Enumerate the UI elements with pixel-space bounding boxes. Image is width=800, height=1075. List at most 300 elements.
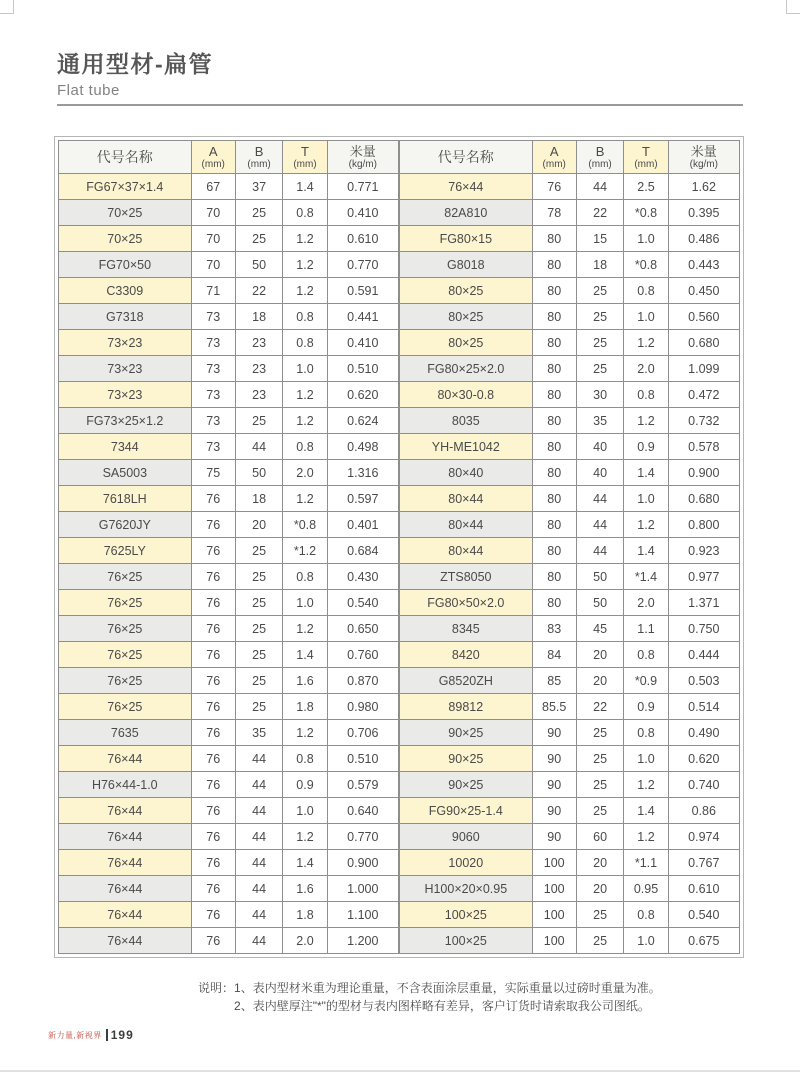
crop-mark-top-right — [786, 0, 800, 14]
cell-value: 1.200 — [327, 928, 398, 954]
cell-code-name: G7318 — [59, 304, 192, 330]
cell-value: 0.650 — [327, 616, 398, 642]
table-row — [59, 330, 399, 356]
cell-value: 22 — [576, 694, 624, 720]
table-row — [400, 668, 740, 694]
table-row — [59, 668, 399, 694]
cell-value: 80 — [532, 252, 576, 278]
cell-value: 100 — [532, 928, 576, 954]
spec-table-right — [399, 140, 740, 954]
cell-value: 0.8 — [283, 200, 327, 226]
table-row — [400, 278, 740, 304]
table-row — [400, 200, 740, 226]
cell-value: 1.2 — [283, 382, 327, 408]
cell-value: 25 — [235, 408, 283, 434]
cell-value: 2.0 — [283, 460, 327, 486]
cell-value: 80 — [532, 226, 576, 252]
cell-value: 0.579 — [327, 772, 398, 798]
cell-value: 0.510 — [327, 746, 398, 772]
table-row — [59, 798, 399, 824]
table-row — [400, 538, 740, 564]
cell-value: 0.591 — [327, 278, 398, 304]
cell-value: 1.4 — [624, 798, 668, 824]
cell-value: 80 — [532, 564, 576, 590]
cell-value: 76 — [191, 512, 235, 538]
cell-code-name: 8420 — [400, 642, 533, 668]
col-header-b: B (mm) — [235, 141, 283, 174]
cell-value: 50 — [235, 460, 283, 486]
table-row — [400, 382, 740, 408]
cell-code-name: 76×44 — [59, 798, 192, 824]
table-row — [400, 694, 740, 720]
cell-value: 90 — [532, 746, 576, 772]
cell-value: 0.640 — [327, 798, 398, 824]
cell-value: 25 — [235, 200, 283, 226]
cell-value: 0.444 — [668, 642, 739, 668]
table-row — [400, 642, 740, 668]
cell-value: 0.750 — [668, 616, 739, 642]
table-row — [400, 304, 740, 330]
cell-value: 0.597 — [327, 486, 398, 512]
table-row — [400, 928, 740, 954]
cell-code-name: 76×25 — [59, 564, 192, 590]
col-header-name: 代号名称 — [59, 141, 192, 174]
cell-value: 1.2 — [624, 408, 668, 434]
cell-value: 0.770 — [327, 824, 398, 850]
cell-code-name: ZTS8050 — [400, 564, 533, 590]
table-row — [59, 642, 399, 668]
cell-code-name: 80×40 — [400, 460, 533, 486]
cell-value: 1.2 — [624, 824, 668, 850]
cell-code-name: 100×25 — [400, 902, 533, 928]
cell-value: 80 — [532, 330, 576, 356]
cell-code-name: G7620JY — [59, 512, 192, 538]
cell-code-name: 7635 — [59, 720, 192, 746]
cell-value: 44 — [576, 486, 624, 512]
table-header-row — [59, 141, 399, 174]
table-row — [59, 434, 399, 460]
cell-value: 40 — [576, 434, 624, 460]
cell-value: 0.8 — [283, 330, 327, 356]
col-header-name: 代号名称 — [400, 141, 533, 174]
cell-value: 0.900 — [327, 850, 398, 876]
cell-code-name: SA5003 — [59, 460, 192, 486]
cell-code-name: FG90×25-1.4 — [400, 798, 533, 824]
table-row — [59, 616, 399, 642]
cell-value: 18 — [576, 252, 624, 278]
col-header-t: T (mm) — [624, 141, 668, 174]
cell-value: 1.0 — [624, 928, 668, 954]
cell-value: 2.5 — [624, 174, 668, 200]
cell-value: 76 — [191, 590, 235, 616]
cell-value: 25 — [576, 902, 624, 928]
cell-value: 1.100 — [327, 902, 398, 928]
cell-value: 0.870 — [327, 668, 398, 694]
cell-value: 76 — [191, 720, 235, 746]
table-row — [59, 824, 399, 850]
table-row — [59, 772, 399, 798]
table-row — [59, 486, 399, 512]
cell-value: 2.0 — [624, 356, 668, 382]
cell-value: 100 — [532, 850, 576, 876]
cell-value: 80 — [532, 278, 576, 304]
table-row — [400, 772, 740, 798]
cell-value: 73 — [191, 382, 235, 408]
cell-value: 83 — [532, 616, 576, 642]
cell-value: 1.1 — [624, 616, 668, 642]
cell-value: 0.8 — [624, 278, 668, 304]
page-subtitle: Flat tube — [57, 82, 120, 99]
cell-value: 0.450 — [668, 278, 739, 304]
table-row — [59, 174, 399, 200]
table-row — [59, 850, 399, 876]
cell-value: *0.8 — [624, 252, 668, 278]
cell-value: 1.2 — [283, 486, 327, 512]
cell-value: 73 — [191, 304, 235, 330]
cell-code-name: G8018 — [400, 252, 533, 278]
cell-code-name: 80×30-0.8 — [400, 382, 533, 408]
cell-code-name: 76×44 — [59, 850, 192, 876]
cell-value: 1.2 — [283, 278, 327, 304]
note-line-1: 1、表内型材米重为理论重量，不含表面涂层重量，实际重量以过磅时重量为准。 — [234, 981, 661, 995]
cell-value: 25 — [235, 642, 283, 668]
cell-value: 25 — [576, 720, 624, 746]
table-row — [59, 876, 399, 902]
cell-value: 44 — [235, 746, 283, 772]
cell-value: 18 — [235, 304, 283, 330]
table-row — [400, 720, 740, 746]
table-row — [59, 512, 399, 538]
cell-code-name: 8035 — [400, 408, 533, 434]
cell-code-name: 8345 — [400, 616, 533, 642]
cell-value: 0.9 — [624, 434, 668, 460]
cell-value: 85.5 — [532, 694, 576, 720]
cell-value: *1.1 — [624, 850, 668, 876]
table-row — [59, 720, 399, 746]
table-row — [400, 850, 740, 876]
cell-value: 85 — [532, 668, 576, 694]
cell-value: 23 — [235, 330, 283, 356]
cell-code-name: 90×25 — [400, 746, 533, 772]
table-row — [400, 616, 740, 642]
cell-value: 76 — [191, 902, 235, 928]
cell-value: 1.0 — [283, 590, 327, 616]
cell-value: 0.410 — [327, 330, 398, 356]
cell-code-name: 80×44 — [400, 538, 533, 564]
cell-value: 1.0 — [283, 356, 327, 382]
cell-value: 1.8 — [283, 694, 327, 720]
cell-value: 0.498 — [327, 434, 398, 460]
cell-value: 2.0 — [624, 590, 668, 616]
cell-value: 76 — [191, 616, 235, 642]
cell-code-name: 9060 — [400, 824, 533, 850]
cell-value: 0.977 — [668, 564, 739, 590]
cell-value: 22 — [235, 278, 283, 304]
cell-code-name: 76×25 — [59, 616, 192, 642]
col-header-t: T (mm) — [283, 141, 327, 174]
cell-code-name: YH-ME1042 — [400, 434, 533, 460]
cell-value: 1.6 — [283, 668, 327, 694]
table-row — [400, 590, 740, 616]
cell-code-name: FG80×25×2.0 — [400, 356, 533, 382]
cell-value: 25 — [235, 564, 283, 590]
table-row — [400, 174, 740, 200]
col-header-b: B (mm) — [576, 141, 624, 174]
cell-code-name: 76×44 — [59, 928, 192, 954]
table-row — [400, 564, 740, 590]
cell-code-name: 73×23 — [59, 330, 192, 356]
cell-value: 44 — [235, 928, 283, 954]
table-row — [59, 538, 399, 564]
cell-value: 0.514 — [668, 694, 739, 720]
cell-value: 0.540 — [327, 590, 398, 616]
cell-value: *0.8 — [283, 512, 327, 538]
cell-value: 75 — [191, 460, 235, 486]
cell-value: 80 — [532, 356, 576, 382]
cell-code-name: H100×20×0.95 — [400, 876, 533, 902]
cell-value: 0.740 — [668, 772, 739, 798]
cell-value: 25 — [235, 668, 283, 694]
cell-value: 76 — [191, 876, 235, 902]
cell-code-name: 90×25 — [400, 720, 533, 746]
cell-value: 0.443 — [668, 252, 739, 278]
cell-value: 90 — [532, 798, 576, 824]
cell-value: 0.706 — [327, 720, 398, 746]
notes — [198, 979, 661, 1015]
cell-value: 18 — [235, 486, 283, 512]
cell-value: 44 — [235, 876, 283, 902]
cell-value: 0.732 — [668, 408, 739, 434]
cell-value: 44 — [235, 902, 283, 928]
cell-code-name: 89812 — [400, 694, 533, 720]
cell-value: 0.441 — [327, 304, 398, 330]
col-header-weight: 米量 (kg/m) — [668, 141, 739, 174]
table-row — [400, 746, 740, 772]
cell-value: 78 — [532, 200, 576, 226]
cell-value: 80 — [532, 304, 576, 330]
cell-value: 45 — [576, 616, 624, 642]
table-row — [59, 252, 399, 278]
cell-code-name: 76×44 — [59, 876, 192, 902]
cell-value: 25 — [235, 226, 283, 252]
cell-value: 1.4 — [283, 174, 327, 200]
table-row — [59, 902, 399, 928]
cell-value: 44 — [576, 174, 624, 200]
cell-value: 100 — [532, 902, 576, 928]
cell-value: 0.86 — [668, 798, 739, 824]
cell-value: 76 — [191, 642, 235, 668]
cell-value: 15 — [576, 226, 624, 252]
cell-value: 73 — [191, 408, 235, 434]
cell-value: 1.2 — [624, 330, 668, 356]
cell-value: 0.486 — [668, 226, 739, 252]
cell-value: 0.8 — [283, 746, 327, 772]
cell-value: 23 — [235, 356, 283, 382]
cell-code-name: 76×25 — [59, 642, 192, 668]
cell-value: 20 — [576, 668, 624, 694]
cell-value: 50 — [576, 590, 624, 616]
cell-value: 84 — [532, 642, 576, 668]
notes-lines — [234, 979, 661, 1015]
header-divider — [57, 104, 743, 106]
cell-value: 0.980 — [327, 694, 398, 720]
table-row — [59, 356, 399, 382]
cell-value: 25 — [235, 616, 283, 642]
cell-value: 35 — [576, 408, 624, 434]
table-row — [59, 564, 399, 590]
table-row — [59, 304, 399, 330]
cell-value: 0.430 — [327, 564, 398, 590]
cell-value: 0.8 — [624, 902, 668, 928]
cell-value: 44 — [235, 824, 283, 850]
cell-value: 80 — [532, 512, 576, 538]
cell-value: 1.2 — [283, 616, 327, 642]
cell-value: 44 — [235, 434, 283, 460]
cell-value: 25 — [235, 538, 283, 564]
col-header-a: A (mm) — [191, 141, 235, 174]
cell-value: 0.95 — [624, 876, 668, 902]
cell-code-name: FG73×25×1.2 — [59, 408, 192, 434]
cell-value: 1.316 — [327, 460, 398, 486]
cell-value: 35 — [235, 720, 283, 746]
cell-value: 1.4 — [283, 850, 327, 876]
cell-value: 0.767 — [668, 850, 739, 876]
page-title: 通用型材-扁管 — [57, 51, 214, 77]
cell-value: 1.099 — [668, 356, 739, 382]
cell-value: 0.8 — [624, 720, 668, 746]
footer-divider — [106, 1029, 108, 1041]
cell-value: 80 — [532, 434, 576, 460]
cell-code-name: 76×44 — [59, 902, 192, 928]
cell-value: 76 — [191, 824, 235, 850]
cell-value: 1.0 — [624, 486, 668, 512]
cell-value: 0.560 — [668, 304, 739, 330]
table-row — [400, 330, 740, 356]
cell-value: 44 — [235, 772, 283, 798]
cell-code-name: 76×44 — [400, 174, 533, 200]
table-row — [59, 382, 399, 408]
cell-value: 1.4 — [624, 538, 668, 564]
cell-code-name: 76×25 — [59, 668, 192, 694]
cell-value: 1.371 — [668, 590, 739, 616]
cell-value: 0.680 — [668, 486, 739, 512]
cell-value: 70 — [191, 252, 235, 278]
col-header-weight: 米量 (kg/m) — [327, 141, 398, 174]
table-row — [400, 512, 740, 538]
cell-code-name: 80×25 — [400, 330, 533, 356]
cell-code-name: 80×25 — [400, 278, 533, 304]
cell-code-name: 80×44 — [400, 512, 533, 538]
table-row — [59, 590, 399, 616]
table-row — [400, 876, 740, 902]
table-row — [400, 356, 740, 382]
cell-code-name: FG67×37×1.4 — [59, 174, 192, 200]
crop-mark-top-left — [0, 0, 14, 14]
cell-value: 23 — [235, 382, 283, 408]
cell-code-name: 7625LY — [59, 538, 192, 564]
cell-value: 37 — [235, 174, 283, 200]
table-row — [59, 278, 399, 304]
cell-value: 50 — [235, 252, 283, 278]
table-row — [400, 824, 740, 850]
cell-value: 0.684 — [327, 538, 398, 564]
table-row — [400, 460, 740, 486]
cell-value: *0.8 — [624, 200, 668, 226]
cell-value: 1.0 — [624, 304, 668, 330]
cell-value: 100 — [532, 876, 576, 902]
cell-value: 73 — [191, 434, 235, 460]
cell-value: 70 — [191, 200, 235, 226]
cell-value: 80 — [532, 538, 576, 564]
cell-value: 80 — [532, 382, 576, 408]
cell-code-name: 7618LH — [59, 486, 192, 512]
cell-value: 0.395 — [668, 200, 739, 226]
table-row — [400, 902, 740, 928]
cell-code-name: 76×25 — [59, 590, 192, 616]
cell-value: 1.8 — [283, 902, 327, 928]
table-row — [59, 746, 399, 772]
cell-value: 76 — [532, 174, 576, 200]
cell-value: 20 — [235, 512, 283, 538]
cell-code-name: 73×23 — [59, 382, 192, 408]
cell-code-name: H76×44-1.0 — [59, 772, 192, 798]
cell-code-name: 80×25 — [400, 304, 533, 330]
cell-value: 25 — [576, 356, 624, 382]
cell-code-name: C3309 — [59, 278, 192, 304]
cell-value: 25 — [576, 772, 624, 798]
spec-table-left — [58, 140, 399, 954]
cell-value: 20 — [576, 850, 624, 876]
cell-value: 1.2 — [283, 408, 327, 434]
cell-code-name: 82A810 — [400, 200, 533, 226]
cell-value: 25 — [576, 278, 624, 304]
cell-value: 0.8 — [283, 434, 327, 460]
cell-value: 0.624 — [327, 408, 398, 434]
table-row — [59, 460, 399, 486]
cell-value: 0.510 — [327, 356, 398, 382]
table-row — [400, 486, 740, 512]
cell-value: 1.0 — [624, 746, 668, 772]
cell-code-name: G8520ZH — [400, 668, 533, 694]
bottom-edge-line — [0, 1070, 800, 1072]
cell-value: 20 — [576, 642, 624, 668]
cell-value: 76 — [191, 798, 235, 824]
cell-value: 0.770 — [327, 252, 398, 278]
cell-value: 0.8 — [283, 564, 327, 590]
page-header — [57, 46, 743, 106]
table-row — [400, 226, 740, 252]
cell-value: 73 — [191, 356, 235, 382]
cell-value: 90 — [532, 772, 576, 798]
table-row — [400, 408, 740, 434]
page-footer — [48, 1028, 134, 1042]
cell-value: 0.540 — [668, 902, 739, 928]
cell-value: 0.578 — [668, 434, 739, 460]
cell-value: 44 — [576, 512, 624, 538]
cell-value: 0.620 — [668, 746, 739, 772]
cell-code-name: 100×25 — [400, 928, 533, 954]
cell-code-name: FG70×50 — [59, 252, 192, 278]
cell-value: 1.62 — [668, 174, 739, 200]
cell-value: 0.401 — [327, 512, 398, 538]
table-row — [400, 434, 740, 460]
cell-value: 0.9 — [283, 772, 327, 798]
cell-value: 1.6 — [283, 876, 327, 902]
cell-code-name: 76×25 — [59, 694, 192, 720]
table-row — [59, 226, 399, 252]
cell-code-name: 10020 — [400, 850, 533, 876]
note-line-2: 2、表内壁厚注"*"的型材与表内图样略有差异，客户订货时请索取我公司图纸。 — [234, 999, 650, 1013]
